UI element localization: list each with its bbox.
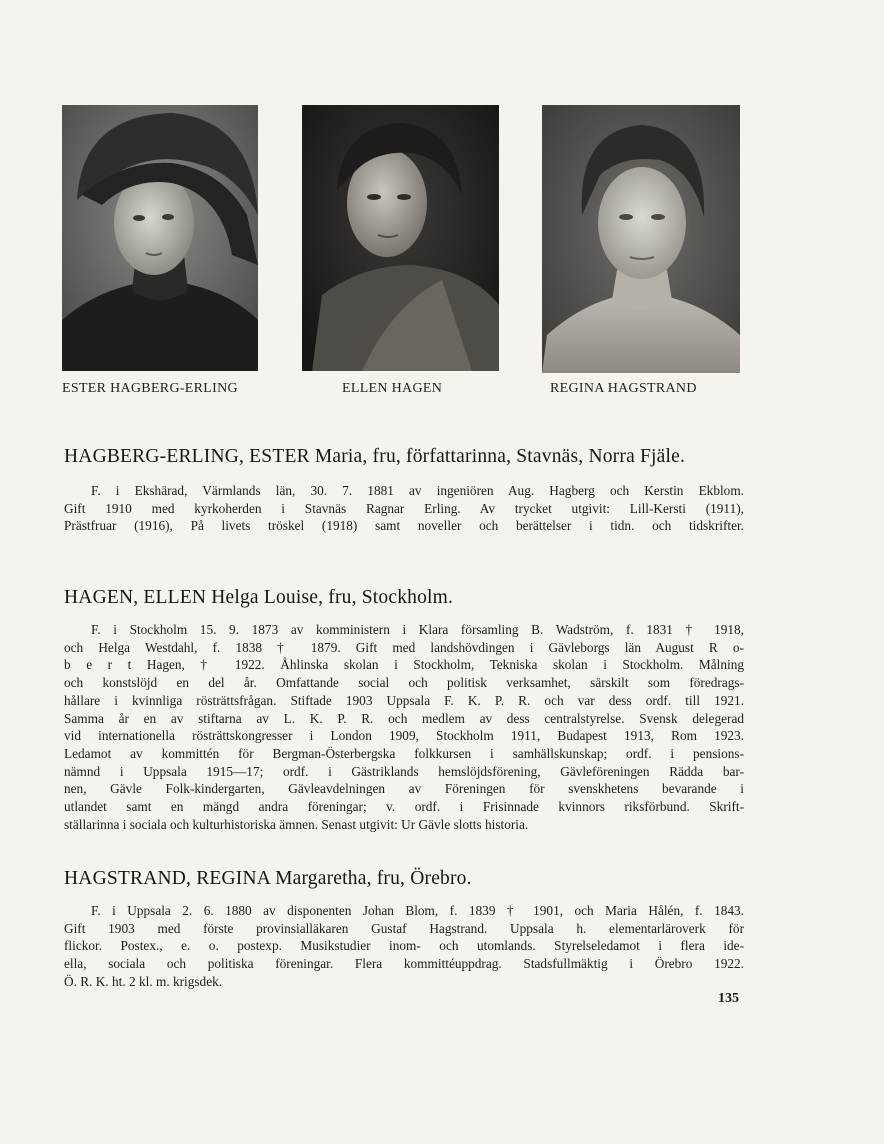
entry-line: F. i Uppsala 2. 6. 1880 av disponenten Johan Blom, f. 1839 † 1901, och Maria Hålén, f. 1843. [91, 903, 744, 918]
entry-line: nämnd i Uppsala 1915—17; ordf. i Gästriklands hemslöjdsförening, Gävleföreningen Rädda bar- [64, 763, 744, 779]
entry-line: b e r t Hagen, † 1922. Åhlinska skolan i Stockholm, Tekniska skolan i Stockholm. Målning [64, 657, 744, 673]
portrait-photo [62, 105, 258, 371]
entry-line: Gift 1910 med kyrkoherden i Stavnäs Ragnar Erling. Av trycket utgivit: Lill-Kersti (1911), [64, 500, 744, 516]
entry-heading: HAGEN, ELLEN Helga Louise, fru, Stockholm. [64, 587, 454, 608]
portrait-regina-hagstrand [542, 105, 740, 396]
entry-line: ella, sociala och politiska föreningar. Flera kommittéuppdrag. Stadsfullmäktig i Örebro 1922. [64, 956, 744, 972]
portrait-photo [302, 105, 499, 371]
entry-line: och Helga Westdahl, f. 1838 † 1879. Gift med landshövdingen i Gävleborgs län August R o- [64, 639, 744, 655]
entry-line: ställarinna i sociala och kulturhistoriska ämnen. Senast utgivit: Ur Gävle slotts historia. [64, 816, 529, 832]
entry-text [64, 621, 744, 833]
portrait-ester-hagberg-erling [62, 105, 258, 396]
portrait-caption: REGINA HAGSTRAND [550, 381, 697, 396]
entry-heading: HAGBERG-ERLING, ESTER Maria, fru, författarinna, Stavnäs, Norra Fjäle. [64, 446, 686, 467]
portrait-caption: ESTER HAGBERG-ERLING [62, 381, 238, 396]
entry-line: hållare i kvinnliga rösträttsfrågan. Stiftade 1903 Uppsala F. K. P. R. och var dess ordf. till 1921. [64, 692, 744, 708]
entry-line: Samma år en av stiftarna av L. K. P. R. och medlem av dess centralstyrelse. Svensk delegerad [64, 710, 744, 726]
entry-heading: HAGSTRAND, REGINA Margaretha, fru, Örebro. [64, 868, 472, 889]
entry-text [64, 482, 744, 535]
entry-text [64, 902, 744, 991]
portrait-caption: ELLEN HAGEN [342, 381, 443, 396]
entry-line: Prästfruar (1916), På livets tröskel (1918) samt noveller och berättelser i tidn. och tidskrifter. [64, 518, 744, 534]
portrait-row [60, 105, 745, 405]
entry-line: vid internationella rösträttskongresser i London 1909, Stockholm 1911, Budapest 1913, Rom 1923. [64, 728, 744, 744]
entry-line: Ö. R. K. ht. 2 kl. m. krigsdek. [64, 973, 223, 989]
entry-line: nen, Gävle Folk-kindergarten, Gävleavdelningen av Föreningen för svenskhetens bevarande i [64, 781, 744, 797]
entry-line: utlandet samt en mängd andra föreningar; v. ordf. i Frisinnade kvinnors riksförbund. Skrift- [64, 799, 744, 815]
page-number: 135 [718, 991, 739, 1006]
biography-entry-hagberg-erling [64, 446, 744, 535]
biography-entry-hagen [64, 587, 744, 833]
entry-line: Gift 1903 med förste provinsialläkaren Gustaf Hagstrand. Uppsala h. elementarläroverk för [64, 920, 744, 936]
entry-line: F. i Ekshärad, Värmlands län, 30. 7. 1881 av ingeniören Aug. Hagberg och Kerstin Ekblom. [91, 483, 744, 498]
entry-line: flickor. Postex., e. o. postexp. Musikstudier inom- och utomlands. Styrelseledamot i flera ide- [64, 938, 744, 954]
entry-line: Ledamot av kommittén för Bergman-Österbergska folkkursen i samhällskunskap; ordf. i pensions- [64, 745, 744, 761]
entry-line: F. i Stockholm 15. 9. 1873 av komministern i Klara församling B. Wadström, f. 1831 † 1918, [91, 622, 744, 637]
portrait-photo [542, 105, 740, 373]
entry-line: och konstslöjd en del år. Omfattande social och politisk verksamhet, särskilt som föredrags- [64, 675, 744, 691]
portrait-ellen-hagen [302, 105, 499, 396]
biography-entry-hagstrand [64, 868, 744, 991]
